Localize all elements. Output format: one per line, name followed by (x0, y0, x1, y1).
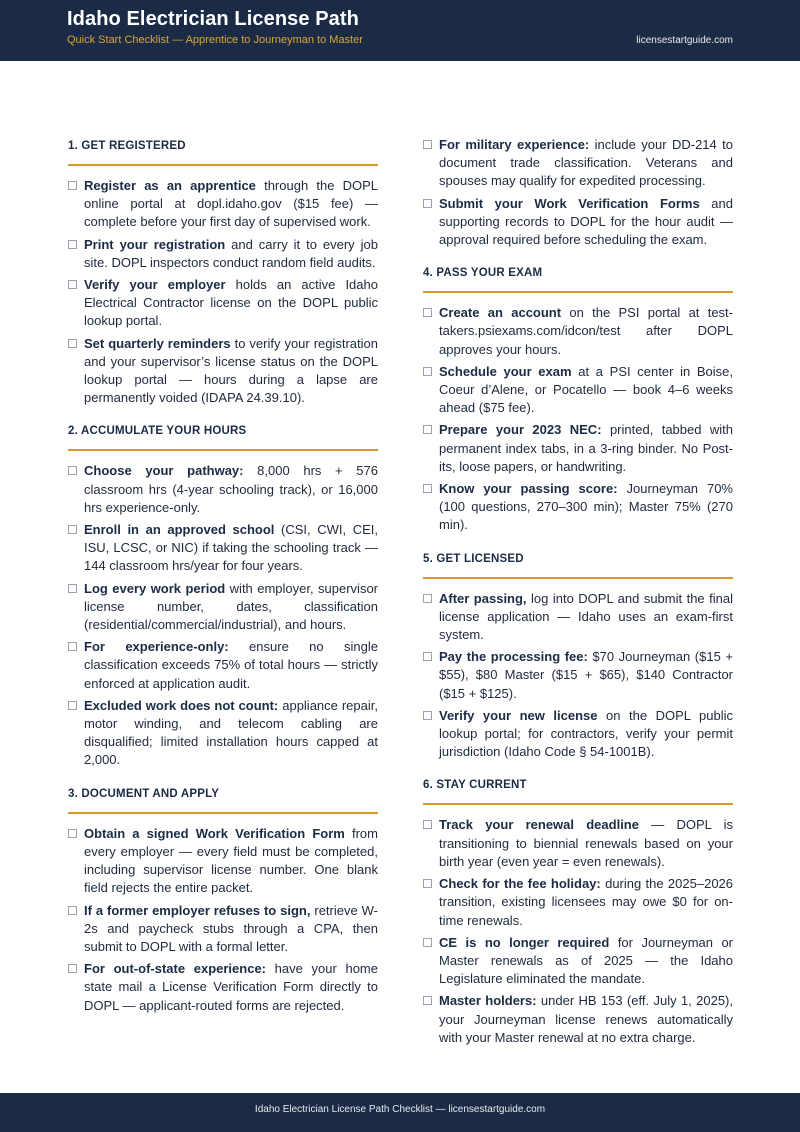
item-text (439, 480, 733, 535)
item-detail: during the 2025–2026 transition, existing licensees may owe $0 for on-time renewals. (439, 876, 734, 928)
item-text (439, 136, 733, 191)
item-text (84, 825, 378, 898)
item-lead: Register as an apprentice (84, 178, 256, 193)
item-text (439, 816, 733, 871)
checklist-section (68, 421, 378, 769)
item-lead: Enroll in an approved school (84, 522, 275, 538)
checkbox[interactable] (68, 701, 77, 710)
item-detail: at a PSI center in Boise, Coeur d’Alene, or Pocatello — book 4–6 weeks ahead ($75 fee). (439, 363, 733, 416)
item-text (439, 590, 733, 645)
item-text (84, 697, 378, 770)
right-column (423, 136, 733, 1061)
item-lead: Verify your new license (439, 707, 598, 723)
checkbox[interactable] (423, 367, 432, 376)
item-lead: Track your renewal deadline (439, 817, 639, 833)
checkbox[interactable] (423, 820, 432, 829)
checkbox[interactable] (68, 642, 77, 651)
checkbox[interactable] (68, 181, 77, 190)
item-lead: Schedule your exam (439, 363, 572, 379)
item-lead: For experience-only: (84, 639, 229, 655)
item-lead: If a former employer refuses to sign, (84, 902, 311, 918)
checklist-item (68, 236, 378, 272)
item-detail: Journeyman 70% (100 questions, 270–300 min); Master 75% (270 min). (439, 481, 733, 533)
checklist-section (423, 775, 733, 1046)
checklist-item (423, 421, 733, 476)
item-text (84, 902, 378, 957)
item-detail: printed, tabbed with permanent index tabs, in a 3-ring binder. No Post-its, loose papers, or handwriting. (439, 422, 734, 474)
checkbox[interactable] (68, 240, 77, 249)
checklist-item (423, 195, 733, 250)
item-detail: 8,000 hrs + 576 classroom hrs (4-year schooling track), or 16,000 hrs experience-only. (84, 463, 378, 515)
item-lead: Submit your Work Verification Forms (439, 195, 700, 211)
item-detail: for Journeyman or Master renewals as of 2025 — the Idaho Legislature eliminated the mandate. (439, 934, 734, 987)
item-lead: Excluded work does not count: (84, 697, 279, 713)
item-text (84, 960, 378, 1015)
item-text (439, 421, 733, 476)
item-text (84, 177, 378, 232)
checkbox[interactable] (423, 652, 432, 661)
checkbox[interactable] (68, 829, 77, 838)
checkbox[interactable] (423, 996, 432, 1005)
checkbox[interactable] (68, 525, 77, 534)
item-text (84, 580, 378, 635)
item-text (84, 462, 378, 517)
checklist-item (68, 825, 378, 898)
checklist-item (68, 697, 378, 770)
checklist-item (68, 902, 378, 957)
item-text (439, 992, 733, 1047)
checklist-item (423, 875, 733, 930)
item-lead: Prepare your 2023 NEC: (439, 422, 602, 438)
item-detail: through the DOPL online portal at dopl.idaho.gov ($15 fee) — complete before your first day of supervised work. (84, 178, 379, 230)
item-lead: Obtain a signed Work Verification Form (84, 825, 345, 841)
checklist-section (68, 784, 378, 1015)
item-detail: — DOPL is transitioning to biennial renewals based on your birth year (even year = even renewals). (439, 817, 733, 869)
footer-text: Idaho Electrician License Path Checklist — licensestartguide.com (254, 1104, 546, 1115)
checkbox[interactable] (68, 964, 77, 973)
left-column (68, 136, 378, 1029)
item-text (84, 276, 378, 331)
page-footer (0, 1093, 800, 1132)
checkbox[interactable] (68, 466, 77, 475)
checklist-item (423, 934, 733, 989)
item-detail: retrieve W-2s and paycheck stubs through a CPA, then submit to DOPL with a formal letter. (84, 902, 378, 954)
item-text (439, 707, 733, 762)
checkbox[interactable] (68, 906, 77, 915)
checklist-section (68, 136, 378, 407)
section-title: 3. DOCUMENT AND APPLY (68, 784, 378, 814)
item-lead: For military experience: (439, 137, 590, 152)
item-lead: Log every work period (84, 580, 226, 596)
checkbox[interactable] (423, 140, 432, 149)
item-detail: and supporting records to DOPL for the hour audit — approval required before scheduling the exam. (439, 195, 733, 248)
item-text (439, 875, 733, 930)
item-detail: log into DOPL and submit the final license application — Idaho uses an exam-first system. (439, 590, 733, 643)
checklist-section-continued (423, 136, 733, 249)
item-lead: Verify your employer (84, 277, 226, 293)
checkbox[interactable] (68, 280, 77, 289)
item-lead: Pay the processing fee: (439, 649, 588, 665)
item-lead: After passing, (439, 590, 527, 606)
item-detail: from every employer — every field must be completed, including supervisor license number. One blank field rejects the entire packet. (84, 825, 378, 896)
checkbox[interactable] (423, 594, 432, 603)
section-title: 4. PASS YOUR EXAM (423, 263, 733, 293)
item-detail: holds an active Idaho Electrical Contractor license on the DOPL public lookup portal. (84, 277, 378, 329)
item-text (439, 648, 733, 703)
checklist-item (423, 707, 733, 762)
item-detail: and carry it to every job site. DOPL inspectors conduct random field audits. (84, 236, 378, 270)
checkbox[interactable] (423, 938, 432, 947)
item-lead: Choose your pathway: (84, 463, 244, 479)
section-title: 5. GET LICENSED (423, 549, 733, 579)
checkbox[interactable] (68, 584, 77, 593)
item-detail: under HB 153 (eff. July 1, 2025), your Journeyman license renews automatically with your Master renewal at no extra charge. (439, 993, 733, 1045)
item-lead: Print your registration (84, 236, 226, 252)
checklist-item (68, 960, 378, 1015)
checklist-item (423, 590, 733, 645)
checklist-item (423, 648, 733, 703)
checklist-item (423, 992, 733, 1047)
item-text (84, 236, 378, 272)
item-detail: with employer, supervisor license number, dates, classification (residential/commercial/industrial), and hours. (84, 580, 379, 633)
item-text (84, 335, 378, 408)
section-title: 1. GET REGISTERED (68, 136, 378, 166)
item-lead: CE is no longer required (439, 934, 610, 950)
checklist-item (423, 816, 733, 871)
item-text (84, 521, 378, 576)
item-text (439, 363, 733, 418)
checklist-item (68, 335, 378, 408)
section-title: 6. STAY CURRENT (423, 775, 733, 805)
checkbox[interactable] (423, 484, 432, 493)
item-detail: on the DOPL public lookup portal; for contractors, verify your permit jurisdiction (Idaho Code § 54-1001B). (439, 707, 733, 760)
checklist-item (68, 521, 378, 576)
checklist-section (423, 549, 733, 762)
checkbox[interactable] (423, 711, 432, 720)
checklist-item (68, 276, 378, 331)
item-lead: Set quarterly reminders (84, 335, 231, 351)
item-detail: to verify your registration and your supervisor’s license status on the DOPL lookup portal — hours during a lapse are permanently voided (IDAPA 24.39.10). (84, 335, 378, 406)
item-lead: Create an account (439, 305, 562, 321)
checkbox[interactable] (423, 879, 432, 888)
item-lead: For out-of-state experience: (84, 961, 267, 977)
page-subtitle: Quick Start Checklist — Apprentice to Journeyman to Master (67, 34, 363, 46)
item-lead: Master holders: (439, 993, 537, 1009)
item-text (439, 934, 733, 989)
checklist-item (68, 462, 378, 517)
item-detail: appliance repair, motor winding, and telecom cabling are disqualified; limited installation hours capped at 2,000. (84, 697, 378, 768)
checklist-item (68, 177, 378, 232)
item-detail: have your home state mail a License Verification Form directly to DOPL — applicant-routed forms are rejected. (84, 961, 378, 1013)
checklist-item (423, 363, 733, 418)
item-lead: Know your passing score: (439, 481, 618, 497)
item-text (84, 638, 378, 693)
item-detail: include your DD-214 to document trade classification. Veterans and spouses may qualify for expedited processing. (439, 137, 734, 189)
item-text (439, 195, 733, 250)
checklist-item (68, 638, 378, 693)
item-detail: on the PSI portal at test-takers.psiexams.com/idcon/test after DOPL approves your hours. (439, 305, 733, 357)
item-detail: (CSI, CWI, CEI, ISU, LCSC, or NIC) if taking the schooling track — 144 classroom hrs/year for four years. (84, 522, 378, 574)
checkbox[interactable] (423, 425, 432, 434)
checklist-item (423, 136, 733, 191)
checklist-item (423, 480, 733, 535)
checkbox[interactable] (68, 339, 77, 348)
checkbox[interactable] (423, 308, 432, 317)
checklist-section (423, 263, 733, 534)
site-url: licensestartguide.com (636, 35, 733, 46)
checklist-item (68, 580, 378, 635)
item-detail: ensure no single classification exceeds 75% of total hours — strictly enforced at application audit. (84, 639, 378, 691)
checkbox[interactable] (423, 199, 432, 208)
page-title: Idaho Electrician License Path (67, 8, 359, 30)
item-detail: $70 Journeyman ($15 + $55), $80 Master ($15 + $65), $140 Contractor ($15 + $125). (439, 649, 733, 701)
section-title: 2. ACCUMULATE YOUR HOURS (68, 421, 378, 451)
page-header (0, 0, 800, 61)
item-lead: Check for the fee holiday: (439, 876, 601, 892)
checklist-item (423, 304, 733, 359)
item-text (439, 304, 733, 359)
